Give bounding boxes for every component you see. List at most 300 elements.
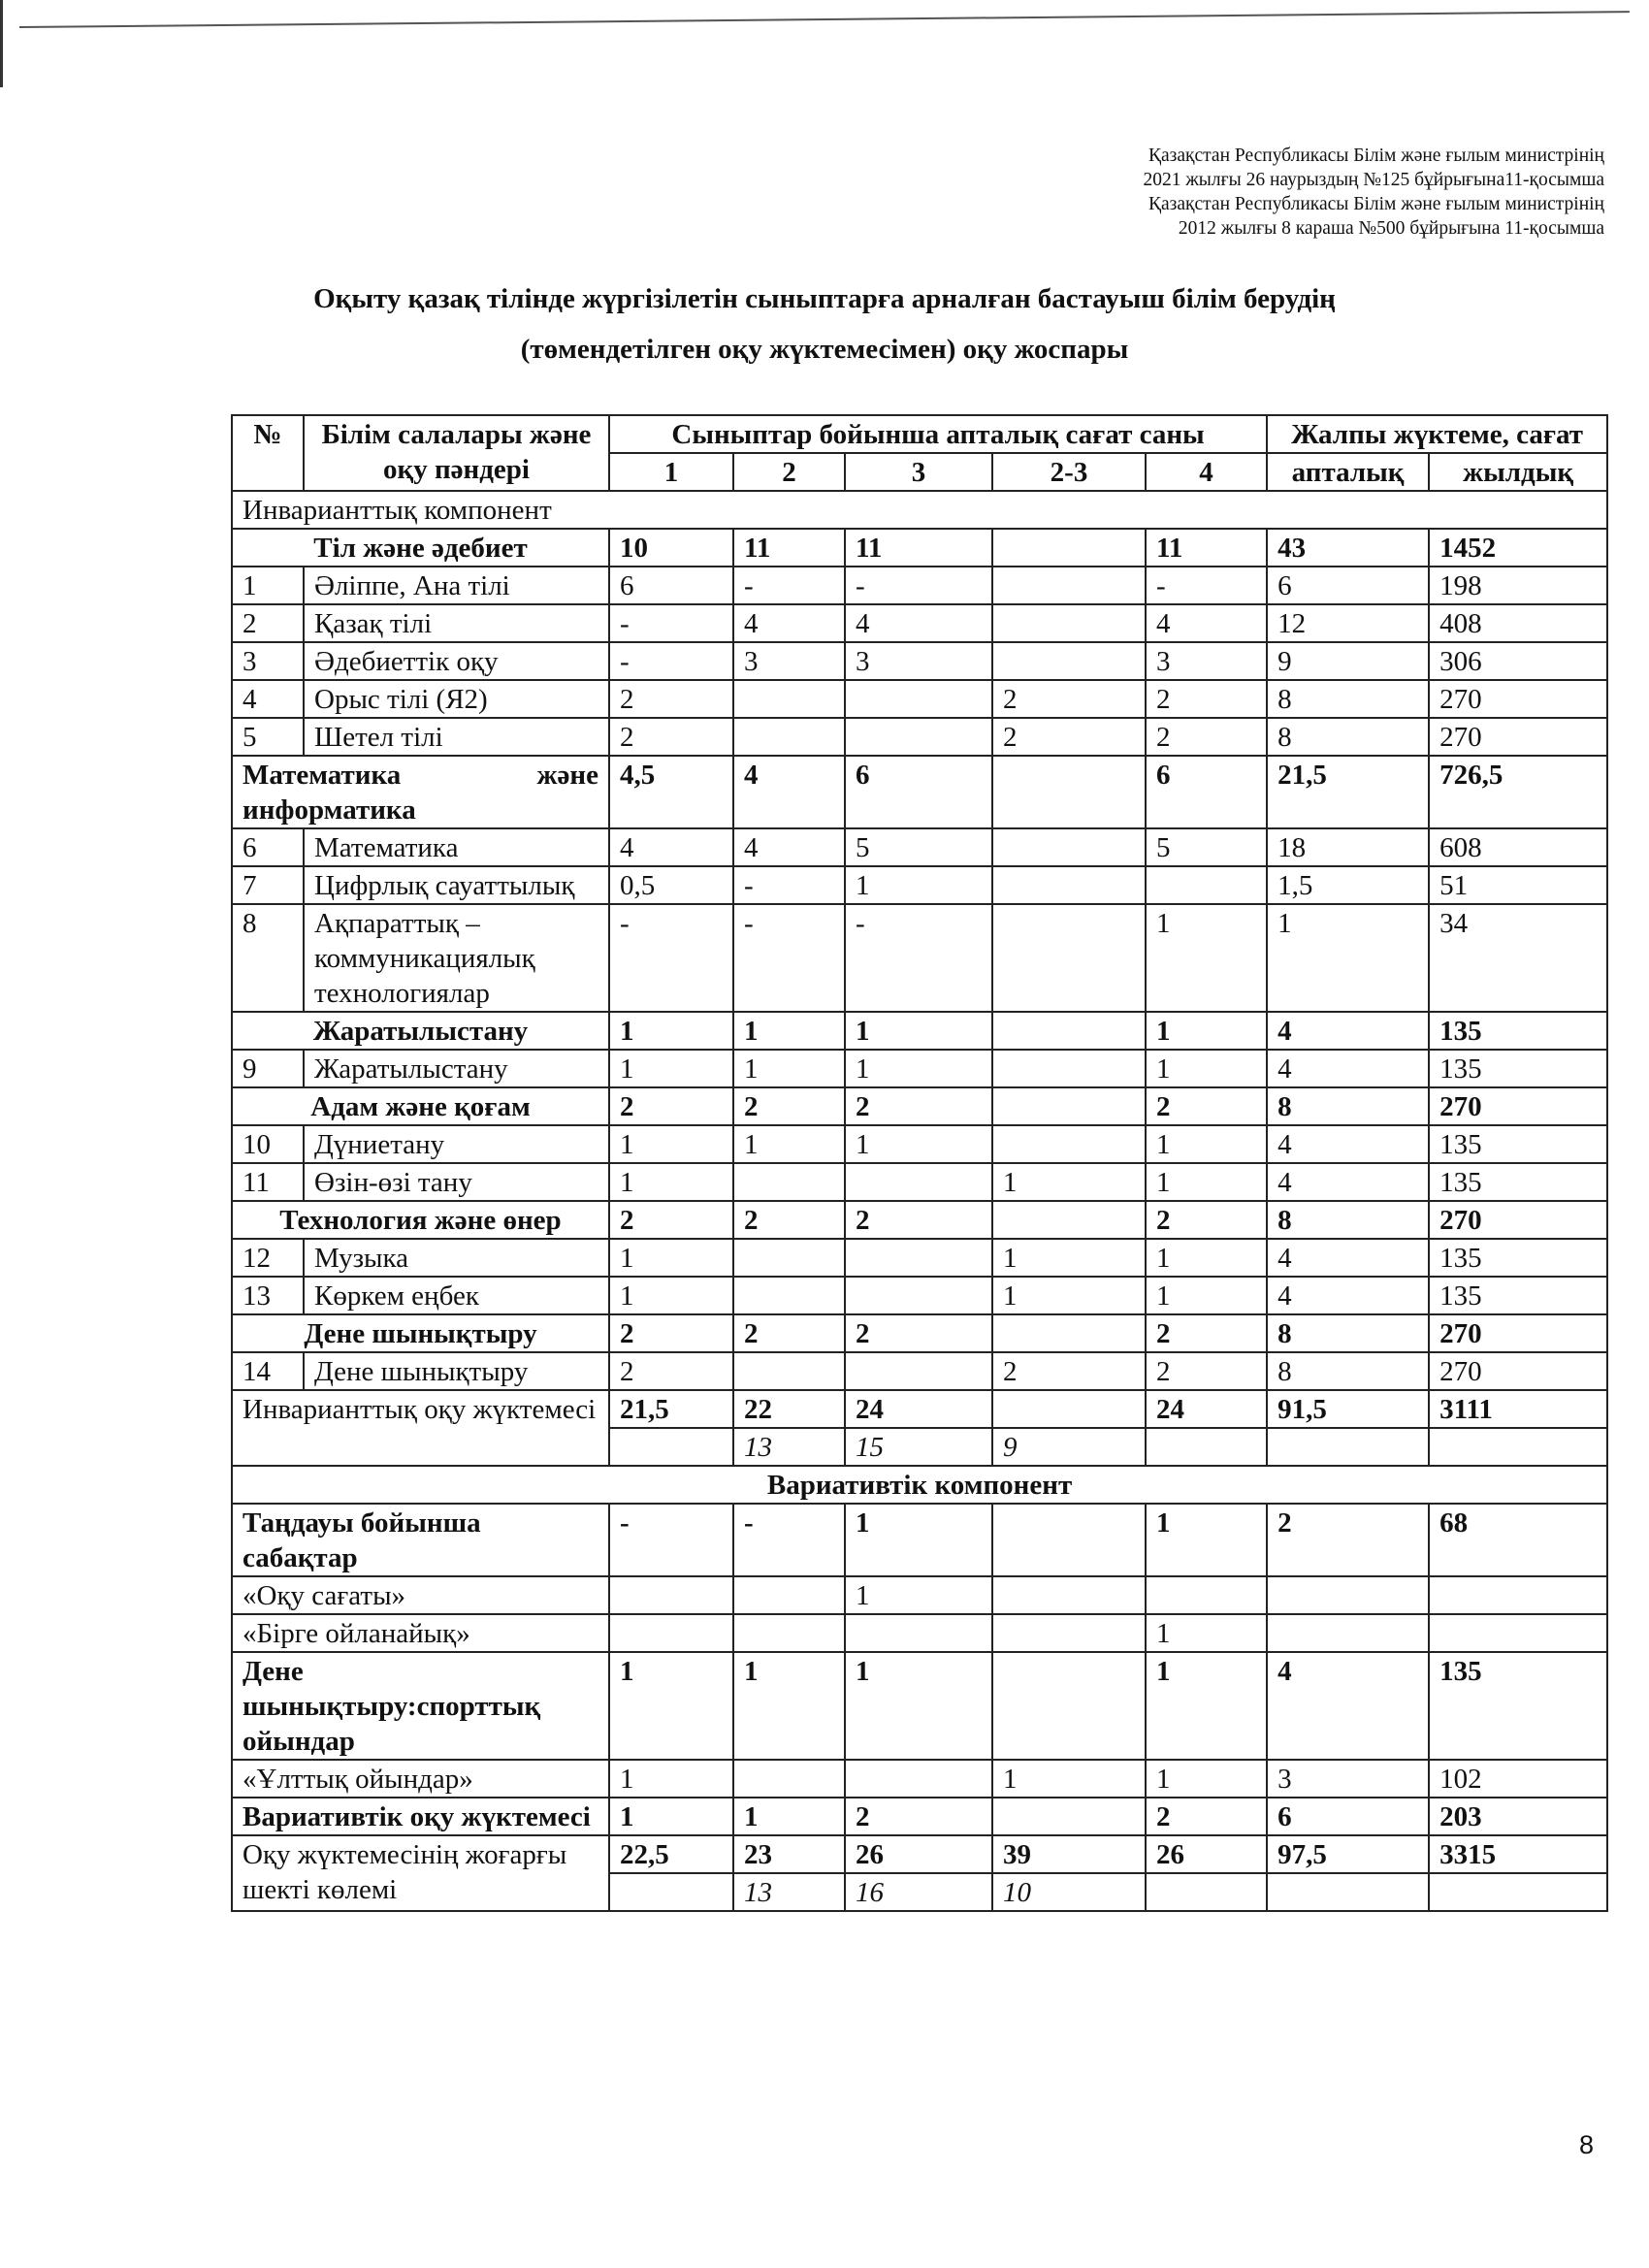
- table-cell: 8: [1267, 1201, 1429, 1239]
- table-cell: [845, 1277, 992, 1314]
- subject-name: Цифрлық сауаттылық: [304, 866, 609, 904]
- table-cell: [1146, 1873, 1267, 1911]
- table-cell: 5: [845, 828, 992, 866]
- table-cell: 22: [733, 1390, 845, 1428]
- title-line-1: Оқыту қазақ тілінде жүргізілетін сыныптарға арналған бастауыш білім берудің: [313, 283, 1336, 314]
- group-name: Дене шынықтыру: [232, 1314, 609, 1352]
- subject-number: 9: [232, 1050, 304, 1087]
- table-cell: 3111: [1429, 1390, 1607, 1428]
- table-cell: [845, 718, 992, 756]
- subject-row: [232, 1277, 1607, 1314]
- table-cell: [992, 1798, 1146, 1835]
- table-cell: 726,5: [1429, 756, 1607, 828]
- table-cell: 2: [845, 1314, 992, 1352]
- subject-name: Көркем еңбек: [304, 1277, 609, 1314]
- table-cell: 270: [1429, 718, 1607, 756]
- table-cell: [992, 1504, 1146, 1576]
- table-cell: 1: [992, 1163, 1146, 1201]
- table-cell: [992, 1012, 1146, 1050]
- table-cell: 4: [733, 604, 845, 642]
- subject-row: [232, 1163, 1607, 1201]
- variative-row: [232, 1614, 1607, 1652]
- table-cell: 2: [609, 718, 733, 756]
- group-row: [232, 756, 1607, 828]
- table-cell: 2: [1267, 1504, 1429, 1576]
- table-cell: 270: [1429, 1087, 1607, 1125]
- table-cell: 4: [733, 756, 845, 828]
- subject-row: [232, 1125, 1607, 1163]
- table-cell: 21,5: [1267, 756, 1429, 828]
- subject-name: Орыс тілі (Я2): [304, 680, 609, 718]
- table-cell: 135: [1429, 1239, 1607, 1277]
- group-row: [232, 1314, 1607, 1352]
- table-cell: 24: [1146, 1390, 1267, 1428]
- table-cell: 3: [1267, 1760, 1429, 1798]
- table-cell: 1: [1146, 1614, 1267, 1652]
- table-cell: 408: [1429, 604, 1607, 642]
- table-cell: [609, 1576, 733, 1614]
- max_load-label: Оқу жүктемесінің жоғарғы шекті көлемі: [232, 1835, 609, 1911]
- variative-name: Дене шынықтыру:спорттық ойындар: [232, 1652, 609, 1760]
- table-cell: [992, 1050, 1146, 1087]
- subject-number: 6: [232, 828, 304, 866]
- table-cell: 3: [733, 642, 845, 680]
- table-cell: [609, 1614, 733, 1652]
- table-cell: 26: [845, 1835, 992, 1873]
- approval-line: Қазақстан Республикасы Білім және ғылым министрінің: [1148, 194, 1604, 214]
- table-cell: 8: [1267, 1314, 1429, 1352]
- table-cell: 4: [1267, 1050, 1429, 1087]
- table-cell: 1: [845, 866, 992, 904]
- table-cell: 39: [992, 1835, 1146, 1873]
- table-cell: [992, 604, 1146, 642]
- table-cell: 2: [1146, 1087, 1267, 1125]
- table-cell: 1: [609, 1012, 733, 1050]
- subject-number: 10: [232, 1125, 304, 1163]
- variative-row: [232, 1652, 1607, 1760]
- table-cell: 1: [609, 1050, 733, 1087]
- subject-name: Әліппе, Ана тілі: [304, 567, 609, 604]
- table-cell: 1: [609, 1239, 733, 1277]
- table-cell: [733, 1576, 845, 1614]
- table-cell: 135: [1429, 1277, 1607, 1314]
- table-cell: 8: [1267, 718, 1429, 756]
- document-title: [194, 274, 1455, 374]
- table-cell: [733, 1277, 845, 1314]
- subject-number: 8: [232, 904, 304, 1012]
- table-cell: 51: [1429, 866, 1607, 904]
- table-cell: 1: [733, 1125, 845, 1163]
- table-cell: 1: [733, 1012, 845, 1050]
- table-cell: [992, 756, 1146, 828]
- table-cell: 1: [609, 1163, 733, 1201]
- variative-name: Таңдауы бойынша сабақтар: [232, 1504, 609, 1576]
- table-cell: [1146, 1428, 1267, 1466]
- table-cell: [992, 1201, 1146, 1239]
- subject-number: 11: [232, 1163, 304, 1201]
- table-cell: 2: [609, 1087, 733, 1125]
- table-cell: 2: [992, 1352, 1146, 1390]
- table-cell: 1: [992, 1239, 1146, 1277]
- table-cell: 1: [845, 1576, 992, 1614]
- group-row: [232, 529, 1607, 567]
- variative-row: [232, 1798, 1607, 1835]
- table-cell: -: [1146, 567, 1267, 604]
- scan-top-line: [19, 11, 1630, 28]
- section-row: [232, 1466, 1607, 1504]
- table-cell: [1429, 1873, 1607, 1911]
- table-cell: 3315: [1429, 1835, 1607, 1873]
- variative-name: Вариативтік оқу жүктемесі: [232, 1798, 609, 1835]
- table-cell: 608: [1429, 828, 1607, 866]
- table-cell: 135: [1429, 1012, 1607, 1050]
- table-cell: 4: [1267, 1163, 1429, 1201]
- table-cell: [992, 1390, 1146, 1428]
- max_load-row: [232, 1835, 1607, 1873]
- table-cell: [992, 1125, 1146, 1163]
- table-cell: 8: [1267, 1087, 1429, 1125]
- table-cell: 3: [1146, 642, 1267, 680]
- table-cell: 26: [1146, 1835, 1267, 1873]
- subject-name: Өзін-өзі тану: [304, 1163, 609, 1201]
- table-cell: [1146, 866, 1267, 904]
- table-cell: 306: [1429, 642, 1607, 680]
- header-grade-2: 2: [733, 453, 845, 491]
- variative-row: [232, 1504, 1607, 1576]
- table-cell: 15: [845, 1428, 992, 1466]
- header-grade-1: 1: [609, 453, 733, 491]
- table-cell: -: [609, 604, 733, 642]
- table-cell: 1: [1146, 1125, 1267, 1163]
- table-cell: 4: [1267, 1012, 1429, 1050]
- subject-number: 4: [232, 680, 304, 718]
- table-cell: 1: [1146, 1050, 1267, 1087]
- table-cell: 2: [609, 1314, 733, 1352]
- header-weekly: апталық: [1267, 453, 1429, 491]
- table-cell: 198: [1429, 567, 1607, 604]
- table-cell: [733, 1760, 845, 1798]
- table-cell: [609, 1428, 733, 1466]
- table-cell: 4: [1267, 1277, 1429, 1314]
- table-cell: [1429, 1428, 1607, 1466]
- table-cell: 34: [1429, 904, 1607, 1012]
- subject-name: Математика: [304, 828, 609, 866]
- table-cell: [733, 1352, 845, 1390]
- table-cell: 4: [1146, 604, 1267, 642]
- table-cell: 97,5: [1267, 1835, 1429, 1873]
- table-cell: [733, 680, 845, 718]
- subject-row: [232, 828, 1607, 866]
- table-cell: 2: [609, 1352, 733, 1390]
- table-cell: [1267, 1873, 1429, 1911]
- subject-row: [232, 642, 1607, 680]
- table-cell: 11: [845, 529, 992, 567]
- table-cell: [992, 828, 1146, 866]
- table-cell: Инварианттық компонент: [232, 491, 1607, 529]
- subject-row: [232, 1239, 1607, 1277]
- header-weekly-by-grade: Сыныптар бойынша апталық сағат саны: [609, 415, 1267, 453]
- table-cell: [1267, 1576, 1429, 1614]
- table-cell: [1429, 1614, 1607, 1652]
- table-cell: -: [733, 1504, 845, 1576]
- table-cell: -: [609, 1504, 733, 1576]
- table-cell: [1146, 1576, 1267, 1614]
- table-cell: 2: [733, 1201, 845, 1239]
- table-cell: 10: [609, 529, 733, 567]
- table-cell: 4,5: [609, 756, 733, 828]
- table-cell: 135: [1429, 1050, 1607, 1087]
- subject-name: Музыка: [304, 1239, 609, 1277]
- table-cell: 270: [1429, 1201, 1607, 1239]
- table-cell: 6: [1146, 756, 1267, 828]
- table-cell: 1: [845, 1050, 992, 1087]
- title-line-2: (төмендетілген оқу жүктемесімен) оқу жоспары: [520, 334, 1129, 365]
- table-cell: 1: [609, 1125, 733, 1163]
- table-cell: [845, 680, 992, 718]
- table-cell: 270: [1429, 1314, 1607, 1352]
- table-cell: 91,5: [1267, 1390, 1429, 1428]
- table-cell: -: [733, 904, 845, 1012]
- table-cell: 1: [845, 1504, 992, 1576]
- table-cell: [992, 1576, 1146, 1614]
- table-cell: [845, 1239, 992, 1277]
- table-cell: 11: [733, 529, 845, 567]
- table-cell: 2: [1146, 1314, 1267, 1352]
- table-cell: 4: [609, 828, 733, 866]
- table-cell: 4: [733, 828, 845, 866]
- group-row: [232, 1087, 1607, 1125]
- table-cell: 9: [992, 1428, 1146, 1466]
- table-cell: 1: [1267, 904, 1429, 1012]
- table-cell: -: [733, 866, 845, 904]
- table-cell: [992, 567, 1146, 604]
- table-cell: 21,5: [609, 1390, 733, 1428]
- table-cell: 270: [1429, 1352, 1607, 1390]
- subject-row: [232, 718, 1607, 756]
- subject-row: [232, 866, 1607, 904]
- table-cell: [1267, 1428, 1429, 1466]
- table-cell: 9: [1267, 642, 1429, 680]
- subject-row: [232, 567, 1607, 604]
- table-cell: [845, 1352, 992, 1390]
- scan-edge: [0, 0, 3, 87]
- table-cell: 1: [733, 1050, 845, 1087]
- table-cell: 6: [1267, 567, 1429, 604]
- subject-row: [232, 1050, 1607, 1087]
- subject-row: [232, 904, 1607, 1012]
- subject-number: 12: [232, 1239, 304, 1277]
- table-cell: 16: [845, 1873, 992, 1911]
- subject-name: Қазақ тілі: [304, 604, 609, 642]
- table-cell: [845, 1760, 992, 1798]
- table-cell: 2: [1146, 718, 1267, 756]
- table-cell: 1: [845, 1652, 992, 1760]
- table-cell: 2: [733, 1314, 845, 1352]
- table-cell: 1: [992, 1760, 1146, 1798]
- group-name: Жаратылыстану: [232, 1012, 609, 1050]
- approval-note: [1143, 144, 1604, 241]
- subject-row: [232, 1352, 1607, 1390]
- table-cell: 2: [845, 1087, 992, 1125]
- table-cell: 102: [1429, 1760, 1607, 1798]
- subject-number: 13: [232, 1277, 304, 1314]
- table-cell: 2: [609, 680, 733, 718]
- variative-row: [232, 1576, 1607, 1614]
- table-cell: 270: [1429, 680, 1607, 718]
- table-cell: 12: [1267, 604, 1429, 642]
- table-cell: 68: [1429, 1504, 1607, 1576]
- header-subjects: Білім салалары және оқу пәндері: [304, 415, 609, 491]
- table-cell: -: [733, 567, 845, 604]
- table-cell: 1: [1146, 904, 1267, 1012]
- subject-number: 3: [232, 642, 304, 680]
- table-cell: 1: [845, 1012, 992, 1050]
- table-cell: Вариативтік компонент: [232, 1466, 1607, 1504]
- table-cell: 1452: [1429, 529, 1607, 567]
- table-cell: 1: [845, 1125, 992, 1163]
- approval-line: 2012 жылғы 8 караша №500 бұйрығына 11-қосымша: [1178, 218, 1604, 239]
- table-cell: [992, 1652, 1146, 1760]
- table-cell: [992, 1314, 1146, 1352]
- table-cell: 135: [1429, 1652, 1607, 1760]
- table-cell: 2: [1146, 1798, 1267, 1835]
- table-cell: 3: [845, 642, 992, 680]
- table-cell: 4: [1267, 1125, 1429, 1163]
- table-cell: 2: [1146, 680, 1267, 718]
- header-total-load: Жалпы жүктеме, сағат: [1267, 415, 1607, 453]
- header-yearly: жылдық: [1429, 453, 1607, 491]
- table-cell: 13: [733, 1428, 845, 1466]
- curriculum-table: [231, 414, 1608, 1912]
- table-cell: 5: [1146, 828, 1267, 866]
- subject-number: 1: [232, 567, 304, 604]
- table-cell: 2: [1146, 1352, 1267, 1390]
- table-cell: 8: [1267, 680, 1429, 718]
- table-cell: 6: [1267, 1798, 1429, 1835]
- table-cell: [845, 1614, 992, 1652]
- group-row: [232, 1201, 1607, 1239]
- table-cell: 2: [1146, 1201, 1267, 1239]
- variative-name: «Оқу сағаты»: [232, 1576, 609, 1614]
- table-cell: 10: [992, 1873, 1146, 1911]
- table-cell: -: [845, 904, 992, 1012]
- header-num: №: [232, 415, 304, 491]
- subject-number: 14: [232, 1352, 304, 1390]
- table-cell: [992, 866, 1146, 904]
- table-cell: 22,5: [609, 1835, 733, 1873]
- table-cell: [992, 904, 1146, 1012]
- table-cell: 135: [1429, 1125, 1607, 1163]
- table-cell: [1429, 1576, 1607, 1614]
- table-cell: 203: [1429, 1798, 1607, 1835]
- subject-name: Жаратылыстану: [304, 1050, 609, 1087]
- table-cell: 43: [1267, 529, 1429, 567]
- table-cell: [733, 1163, 845, 1201]
- table-cell: [733, 718, 845, 756]
- table-cell: 1: [609, 1277, 733, 1314]
- table-cell: 2: [609, 1201, 733, 1239]
- table-cell: [733, 1239, 845, 1277]
- table-cell: 6: [845, 756, 992, 828]
- table-cell: 11: [1146, 529, 1267, 567]
- table-cell: 1: [1146, 1012, 1267, 1050]
- table-cell: 1: [1146, 1504, 1267, 1576]
- table-cell: 23: [733, 1835, 845, 1873]
- table-cell: [845, 1163, 992, 1201]
- table-cell: -: [845, 567, 992, 604]
- group-name: Адам және қоғам: [232, 1087, 609, 1125]
- table-cell: 1: [609, 1652, 733, 1760]
- table-cell: 2: [992, 718, 1146, 756]
- table-cell: [733, 1614, 845, 1652]
- table-cell: 1: [1146, 1760, 1267, 1798]
- table-cell: 1: [609, 1760, 733, 1798]
- table-cell: 1: [733, 1798, 845, 1835]
- table-cell: 18: [1267, 828, 1429, 866]
- table-cell: 1: [1146, 1239, 1267, 1277]
- approval-line: 2021 жылғы 26 наурыздың №125 бұйрығына11-қосымша: [1143, 170, 1604, 190]
- table-cell: 1: [992, 1277, 1146, 1314]
- table-cell: 1: [1146, 1652, 1267, 1760]
- table-cell: 24: [845, 1390, 992, 1428]
- table-cell: 135: [1429, 1163, 1607, 1201]
- subject-name: Ақпараттық – коммуникациялық технологиялар: [304, 904, 609, 1012]
- table-cell: 1: [1146, 1277, 1267, 1314]
- subject-name: Дүниетану: [304, 1125, 609, 1163]
- variative-name: «Бірге ойланайық»: [232, 1614, 609, 1652]
- subject-number: 2: [232, 604, 304, 642]
- subject-name: Әдебиеттік оқу: [304, 642, 609, 680]
- header-row-1: [232, 415, 1607, 453]
- header-grade-3: 3: [845, 453, 992, 491]
- variative-row: [232, 1760, 1607, 1798]
- table-cell: 4: [1267, 1239, 1429, 1277]
- table-cell: 1: [609, 1798, 733, 1835]
- table-cell: 2: [992, 680, 1146, 718]
- table-cell: 1: [1146, 1163, 1267, 1201]
- table-cell: [992, 1614, 1146, 1652]
- group-row: [232, 1012, 1607, 1050]
- group-name: Математика және информатика: [232, 756, 609, 828]
- table-cell: 2: [733, 1087, 845, 1125]
- subject-row: [232, 680, 1607, 718]
- table-cell: 1,5: [1267, 866, 1429, 904]
- subject-number: 5: [232, 718, 304, 756]
- table-cell: 13: [733, 1873, 845, 1911]
- approval-line: Қазақстан Республикасы Білім және ғылым министрінің: [1148, 146, 1604, 166]
- group-name: Технология және өнер: [232, 1201, 609, 1239]
- header-grade-4: 4: [1146, 453, 1267, 491]
- invariant_load-row: [232, 1390, 1607, 1428]
- table-cell: 4: [1267, 1652, 1429, 1760]
- header-grade-2-3: 2-3: [992, 453, 1146, 491]
- table-cell: 4: [845, 604, 992, 642]
- section-row: [232, 491, 1607, 529]
- subject-name: Дене шынықтыру: [304, 1352, 609, 1390]
- table-cell: 1: [733, 1652, 845, 1760]
- table-cell: 0,5: [609, 866, 733, 904]
- invariant_load-label: Инварианттық оқу жүктемесі: [232, 1390, 609, 1466]
- table-cell: [992, 529, 1146, 567]
- table-cell: [992, 642, 1146, 680]
- table-cell: -: [609, 642, 733, 680]
- table-cell: 2: [845, 1798, 992, 1835]
- variative-name: «Ұлттық ойындар»: [232, 1760, 609, 1798]
- table-cell: -: [609, 904, 733, 1012]
- page-number: 8: [1579, 2130, 1595, 2159]
- subject-name: Шетел тілі: [304, 718, 609, 756]
- subject-number: 7: [232, 866, 304, 904]
